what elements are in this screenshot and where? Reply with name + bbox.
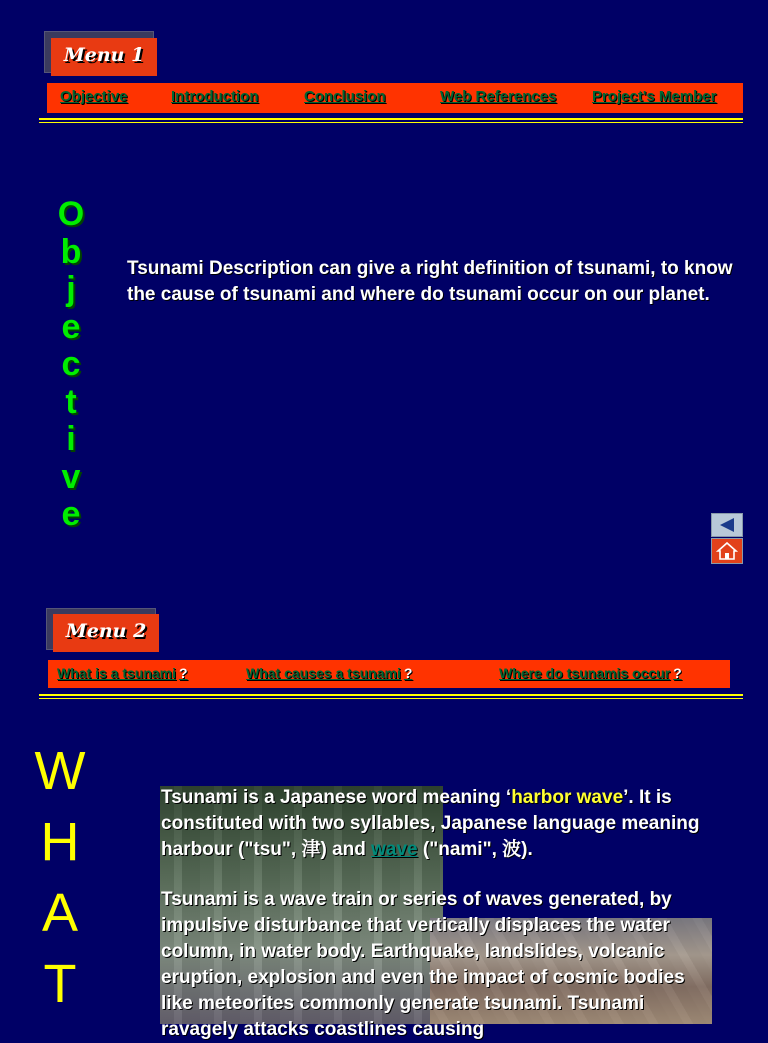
wave-link[interactable]: wave bbox=[371, 839, 418, 860]
heading-letter: t bbox=[65, 382, 77, 421]
heading-letter: A bbox=[41, 883, 79, 943]
what-paragraph-2: Tsunami is a wave train or series of waves generated, by impulsive disturbance that vertically displaces the water column, in water body. Earthquake, landslides, volcanic eruption, explosion and even the impact of cosmic bodies like meteorites commonly generate tsunami. Tsunami ravagely attacks coastlines causing bbox=[161, 889, 685, 1040]
menu2-badge: Menu 2 bbox=[53, 614, 159, 652]
heading-letter: i bbox=[66, 420, 76, 458]
link-where-do-tsunamis-occur-label: Where do tsunamis occur bbox=[499, 665, 671, 681]
text-span: ("nami", 波). bbox=[417, 839, 533, 860]
heading-letter: v bbox=[61, 457, 81, 496]
heading-letter: c bbox=[61, 345, 81, 383]
heading-letter: H bbox=[40, 812, 80, 872]
link-what-is-a-tsunami[interactable] bbox=[57, 660, 188, 686]
link-introduction[interactable]: Introduction bbox=[171, 88, 259, 105]
what-text bbox=[161, 785, 721, 1043]
menu2-divider bbox=[39, 694, 743, 699]
home-icon bbox=[712, 539, 742, 563]
what-heading bbox=[28, 736, 92, 1020]
triangle-left-icon bbox=[712, 514, 742, 536]
menu1-divider bbox=[39, 118, 743, 123]
heading-letter: O bbox=[57, 195, 85, 233]
text-span: ’. It is constituted with two syllables, Japanese language meaning harbour ("tsu", 津) and bbox=[161, 787, 700, 860]
link-what-is-a-tsunami-label: What is a tsunami bbox=[57, 665, 177, 681]
link-where-do-tsunamis-occur[interactable] bbox=[499, 660, 682, 686]
question-mark: ? bbox=[403, 665, 413, 681]
heading-letter: e bbox=[61, 495, 81, 533]
heading-letter: j bbox=[66, 270, 76, 308]
link-objective[interactable]: Objective bbox=[60, 88, 128, 105]
menu2-link-bar bbox=[48, 660, 730, 688]
objective-text: Tsunami Description can give a right definition of tsunami, to know the cause of tsunami and where do tsunami occur on our planet. bbox=[127, 258, 733, 305]
home-button[interactable] bbox=[711, 538, 743, 564]
menu1-badge: Menu 1 bbox=[51, 38, 157, 76]
menu1-link-bar bbox=[47, 83, 743, 113]
what-paragraph-1 bbox=[161, 785, 721, 863]
objective-heading bbox=[48, 196, 94, 534]
heading-letter: e bbox=[61, 307, 81, 346]
harbor-wave-highlight: harbor wave bbox=[511, 787, 624, 808]
link-what-causes-a-tsunami-label: What causes a tsunami bbox=[246, 665, 401, 681]
text-span: Tsunami is a Japanese word meaning ‘ bbox=[161, 787, 512, 808]
link-what-causes-a-tsunami[interactable] bbox=[246, 660, 412, 686]
back-button[interactable] bbox=[711, 513, 743, 537]
question-mark: ? bbox=[179, 665, 188, 681]
link-conclusion[interactable]: Conclusion bbox=[304, 88, 386, 105]
link-projects-member[interactable]: Project's Member bbox=[592, 88, 717, 105]
question-mark: ? bbox=[673, 665, 682, 681]
heading-letter: T bbox=[43, 954, 77, 1014]
heading-letter: W bbox=[34, 741, 86, 801]
link-web-references[interactable]: Web References bbox=[440, 88, 557, 105]
heading-letter: b bbox=[60, 232, 82, 271]
